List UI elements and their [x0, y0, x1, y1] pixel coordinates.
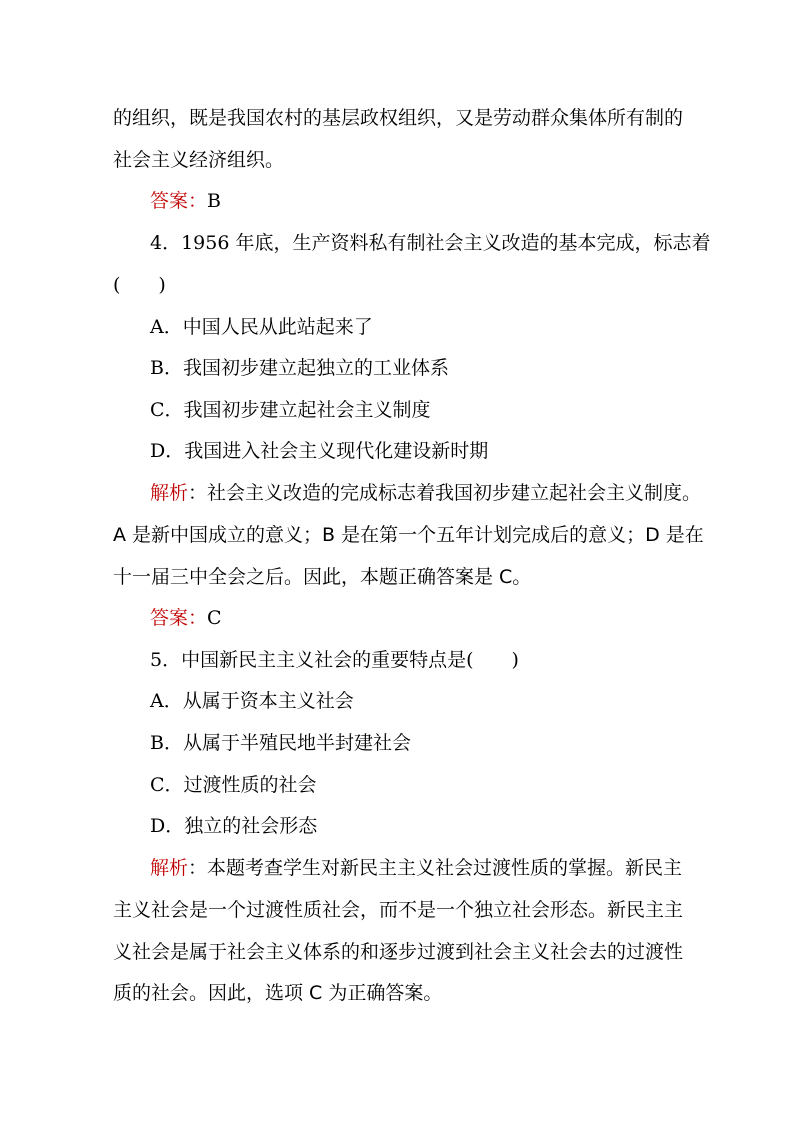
q4-option-d: D．我国进入社会主义现代化建设新时期 [150, 440, 489, 462]
q5-analysis-line-1 [150, 856, 683, 880]
q4-stem-line-1: 4．1956 年底，生产资料私有制社会主义改造的基本完成，标志着 [150, 232, 711, 254]
q5-analysis-line-2: 主义社会是一个过渡性质社会，而不是一个独立社会形态。新民主主 [113, 899, 684, 921]
q5-stem: 5．中国新民主主义社会的重要特点是( ) [150, 649, 519, 671]
analysis-text: ：本题考查学生对新民主主义社会过渡性质的掌握。新民主 [188, 857, 683, 879]
q4-analysis-line-3: 十一届三中全会之后。因此，本题正确答案是 C。 [113, 566, 532, 588]
q4-analysis-line-1 [150, 481, 702, 505]
analysis-text: ：社会主义改造的完成标志着我国初步建立起社会主义制度。 [188, 482, 702, 504]
answer-value: B [207, 190, 221, 212]
q4-option-a: A．中国人民从此站起来了 [150, 316, 373, 338]
prev-explanation-line-2: 社会主义经济组织。 [113, 149, 285, 171]
analysis-label: 解析 [150, 482, 189, 504]
answer-value: C [207, 607, 222, 629]
q5-analysis-line-3: 义社会是属于社会主义体系的和逐步过渡到社会主义社会去的过渡性 [113, 941, 684, 963]
q4-analysis-line-2: A 是新中国成立的意义；B 是在第一个五年计划完成后的意义；D 是在 [113, 524, 704, 546]
q5-analysis-line-4: 质的社会。因此，选项 C 为正确答案。 [113, 982, 443, 1004]
answer-label: 答案： [150, 190, 208, 212]
q4-option-c: C．我国初步建立起社会主义制度 [150, 399, 431, 421]
q5-option-b: B．从属于半殖民地半封建社会 [150, 732, 411, 754]
q4-stem-line-2: ( ) [113, 274, 166, 296]
answer-label: 答案： [150, 607, 208, 629]
prev-explanation-line-1: 的组织，既是我国农村的基层政权组织，又是劳动群众集体所有制的 [113, 107, 684, 129]
q5-option-d: D．独立的社会形态 [150, 815, 318, 837]
q4-answer [150, 606, 683, 630]
q5-option-c: C．过渡性质的社会 [150, 774, 317, 796]
q5-option-a: A．从属于资本主义社会 [150, 690, 354, 712]
q4-option-b: B．我国初步建立起独立的工业体系 [150, 357, 449, 379]
analysis-label: 解析 [150, 857, 189, 879]
prev-answer [150, 189, 683, 213]
